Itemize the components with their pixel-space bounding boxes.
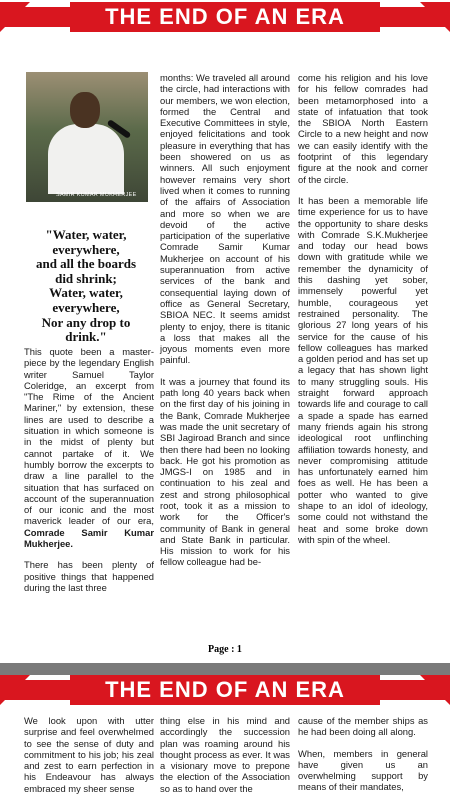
paragraph: thing else in his mind and accordingly the succession plan was roaming around his thought process as ever. It was a visionary move to prepone the election of the Association so as to hand over the: [160, 715, 290, 794]
paragraph: When, members in general have given us an overwhelming support by means of their mandates,: [298, 747, 428, 793]
newsletter-page-2: [0, 675, 450, 800]
quote-line: drink.": [65, 329, 107, 345]
article-column-3: [298, 715, 428, 800]
article-column-2: [160, 715, 290, 800]
paragraph: cause of the member ships as he had been doing all along.: [298, 715, 428, 738]
quote-line: everywhere,: [52, 299, 120, 315]
paragraph: We look upon with utter surprise and feel overwhelmed to see the sense of duty and commitment to his job; his zeal and zest to earn perfection in his Endeavour has always embraced my sheer sense: [24, 715, 154, 794]
banner-title: THE END OF AN ERA: [70, 675, 380, 705]
paragraph: months: We traveled all around the circle, had interactions with our members, we won election, formed the Central and Executive Committees in style, enjoyed felicitations and took pleasure in everything that has been showered on us as winners. All such enjoyment however remains very short lived when it comes to running of the affairs of Association and more so when we are devoid of the active participation of the superlative Comrade Samir Kumar Mukherjee on account of his superannuation from active services of the bank and consequential laying down of office as General Secretary, SBIOA NEC. It seems amidst plenty to enjoy, there is titanic a loss that makes all the joyous moments even more painful.: [160, 72, 290, 366]
leader-name: Comrade Samir Kumar Mukherjee.: [24, 526, 154, 550]
paragraph: come his religion and his love for his fellow comrades had been metamorphosed into a state of infatuation that took the SBIOA North Eastern Circle to a new height and now we can easily identify with the footprint of this legendary figure at the nook and corner of the circle.: [298, 72, 428, 185]
paragraph: It was a journey that found its path long 40 years back when on the first day of his joining in the Bank, Comrade Mukherjee was made the unit secretary of SBI Jagiroad Branch and since then there had been no looking back. He got his promotion as JMGS-I on 1985 and in continuation to his zeal and zest and strong philosophical root, took it as a mission to work for the Officer's community of Bank in general and State Bank in particular. His mission to work for his fellow colleague had be-: [160, 375, 290, 568]
quote-line: "Water, water,: [45, 227, 127, 242]
quote-line: did shrink;: [55, 270, 117, 286]
quote-line: Water, water,: [49, 285, 123, 301]
paragraph: It has been a memorable life time experience for us to have the opportunity to share desks with Comrade S.K.Mukherjee and today our head bows down with gratitude while we remember the dynamicity of this dashing yet sober, immensely powerful yet humble, courageous yet restrained personality. The glorious 27 long years of his service for the cause of his fellow colleagues has marked a golden period and has set up a legacy that has shown light to many struggling souls. His straight forward approach towards life and courage to call a spade a spade has earned many friends again his strong ideological root unflinching affiliation towards honesty, and never compromising attitude has unfortunately earned him foes as well. He has been a potter who wanted to give shape to an idol of ideology, some could not withstand the heat and some broke down with spin of the wheel.: [298, 194, 428, 545]
pull-quote: [22, 228, 150, 345]
page-number: Page : 1: [208, 644, 242, 655]
article-column-1: [24, 346, 154, 603]
article-column-2: [160, 72, 290, 578]
quote-line: everywhere,: [52, 241, 120, 257]
quote-line: and all the boards: [35, 256, 137, 272]
title-banner: [0, 675, 450, 705]
banner-title: THE END OF AN ERA: [70, 2, 380, 32]
article-column-1: [24, 715, 154, 800]
article-column-3: [298, 72, 428, 555]
quote-line: Nor any drop to: [41, 314, 131, 330]
paragraph: This quote been a master-piece by the legendary English writer Samuel Taylor Coleridge, an excerpt from "The Rime of the Ancient Mariner," by extension, these lines are used to describe a situation in which someone is in the midst of plenty but cannot partake of it. We humbly borrow the excerpts to draw a line parallel to the situation that has surfaced on account of the superannuation of our iconic and the most maverick leader of our era, Comrade Samir Kumar Mukherjee.: [24, 346, 154, 550]
paragraph: There has been plenty of positive things that happened during the last three: [24, 559, 154, 593]
leader-photo: [26, 72, 148, 202]
title-banner: [0, 2, 450, 32]
photo-caption: SAMIR KUMAR MUKHERJEE: [56, 192, 137, 198]
